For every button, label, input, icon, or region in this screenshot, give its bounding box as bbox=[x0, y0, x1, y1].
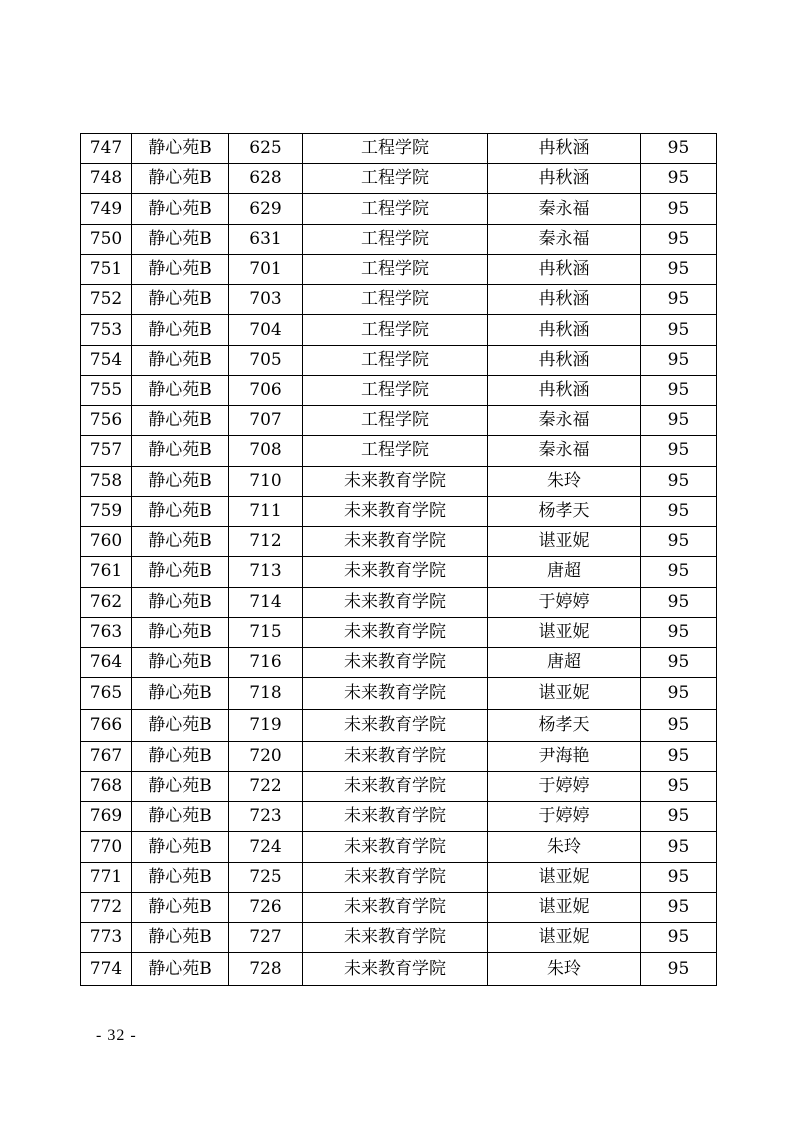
counselor-cell: 谌亚妮 bbox=[488, 527, 641, 557]
building-cell: 静心苑B bbox=[132, 892, 229, 922]
table-row bbox=[81, 710, 717, 741]
serial-number-cell: 761 bbox=[81, 557, 132, 587]
score-cell: 95 bbox=[641, 315, 717, 345]
room-number-cell: 707 bbox=[229, 406, 303, 436]
building-cell: 静心苑B bbox=[132, 315, 229, 345]
table-row bbox=[81, 285, 717, 315]
room-number-cell: 704 bbox=[229, 315, 303, 345]
serial-number-cell: 751 bbox=[81, 254, 132, 284]
table-row bbox=[81, 587, 717, 617]
counselor-cell: 尹海艳 bbox=[488, 741, 641, 771]
score-cell: 95 bbox=[641, 678, 717, 710]
room-number-cell: 726 bbox=[229, 892, 303, 922]
score-cell: 95 bbox=[641, 892, 717, 922]
table-row bbox=[81, 923, 717, 953]
room-number-cell: 703 bbox=[229, 285, 303, 315]
page-number: - 32 - bbox=[96, 1027, 137, 1044]
table-row bbox=[81, 254, 717, 284]
building-cell: 静心苑B bbox=[132, 164, 229, 194]
score-cell: 95 bbox=[641, 647, 717, 677]
counselor-cell: 于婷婷 bbox=[488, 771, 641, 801]
building-cell: 静心苑B bbox=[132, 496, 229, 526]
building-cell: 静心苑B bbox=[132, 587, 229, 617]
table-row bbox=[81, 466, 717, 496]
room-number-cell: 716 bbox=[229, 647, 303, 677]
building-cell: 静心苑B bbox=[132, 194, 229, 224]
score-cell: 95 bbox=[641, 285, 717, 315]
serial-number-cell: 764 bbox=[81, 647, 132, 677]
score-cell: 95 bbox=[641, 194, 717, 224]
table-row bbox=[81, 527, 717, 557]
serial-number-cell: 756 bbox=[81, 406, 132, 436]
building-cell: 静心苑B bbox=[132, 345, 229, 375]
table-row bbox=[81, 802, 717, 832]
serial-number-cell: 757 bbox=[81, 436, 132, 466]
room-number-cell: 718 bbox=[229, 678, 303, 710]
building-cell: 静心苑B bbox=[132, 134, 229, 164]
table-row bbox=[81, 375, 717, 405]
building-cell: 静心苑B bbox=[132, 617, 229, 647]
college-cell: 未来教育学院 bbox=[303, 617, 488, 647]
college-cell: 工程学院 bbox=[303, 134, 488, 164]
room-number-cell: 719 bbox=[229, 710, 303, 741]
table-row bbox=[81, 496, 717, 526]
room-number-cell: 722 bbox=[229, 771, 303, 801]
building-cell: 静心苑B bbox=[132, 224, 229, 254]
serial-number-cell: 747 bbox=[81, 134, 132, 164]
table-row bbox=[81, 194, 717, 224]
building-cell: 静心苑B bbox=[132, 254, 229, 284]
score-cell: 95 bbox=[641, 345, 717, 375]
score-cell: 95 bbox=[641, 527, 717, 557]
score-cell: 95 bbox=[641, 406, 717, 436]
counselor-cell: 谌亚妮 bbox=[488, 862, 641, 892]
building-cell: 静心苑B bbox=[132, 862, 229, 892]
college-cell: 工程学院 bbox=[303, 224, 488, 254]
room-number-cell: 723 bbox=[229, 802, 303, 832]
counselor-cell: 于婷婷 bbox=[488, 802, 641, 832]
serial-number-cell: 773 bbox=[81, 923, 132, 953]
college-cell: 工程学院 bbox=[303, 406, 488, 436]
table-row bbox=[81, 953, 717, 986]
building-cell: 静心苑B bbox=[132, 832, 229, 862]
serial-number-cell: 760 bbox=[81, 527, 132, 557]
college-cell: 未来教育学院 bbox=[303, 587, 488, 617]
college-cell: 未来教育学院 bbox=[303, 741, 488, 771]
building-cell: 静心苑B bbox=[132, 953, 229, 986]
room-number-cell: 710 bbox=[229, 466, 303, 496]
table-row bbox=[81, 557, 717, 587]
building-cell: 静心苑B bbox=[132, 741, 229, 771]
college-cell: 未来教育学院 bbox=[303, 953, 488, 986]
college-cell: 工程学院 bbox=[303, 164, 488, 194]
serial-number-cell: 759 bbox=[81, 496, 132, 526]
serial-number-cell: 753 bbox=[81, 315, 132, 345]
counselor-cell: 冉秋涵 bbox=[488, 315, 641, 345]
room-number-cell: 724 bbox=[229, 832, 303, 862]
counselor-cell: 秦永福 bbox=[488, 224, 641, 254]
building-cell: 静心苑B bbox=[132, 678, 229, 710]
counselor-cell: 朱玲 bbox=[488, 953, 641, 986]
score-cell: 95 bbox=[641, 557, 717, 587]
college-cell: 工程学院 bbox=[303, 315, 488, 345]
counselor-cell: 朱玲 bbox=[488, 466, 641, 496]
building-cell: 静心苑B bbox=[132, 802, 229, 832]
room-number-cell: 712 bbox=[229, 527, 303, 557]
college-cell: 未来教育学院 bbox=[303, 710, 488, 741]
room-number-cell: 714 bbox=[229, 587, 303, 617]
table-row bbox=[81, 862, 717, 892]
room-number-cell: 629 bbox=[229, 194, 303, 224]
score-cell: 95 bbox=[641, 862, 717, 892]
room-number-cell: 625 bbox=[229, 134, 303, 164]
counselor-cell: 冉秋涵 bbox=[488, 164, 641, 194]
serial-number-cell: 765 bbox=[81, 678, 132, 710]
counselor-cell: 冉秋涵 bbox=[488, 345, 641, 375]
room-number-cell: 708 bbox=[229, 436, 303, 466]
college-cell: 未来教育学院 bbox=[303, 923, 488, 953]
building-cell: 静心苑B bbox=[132, 923, 229, 953]
score-cell: 95 bbox=[641, 832, 717, 862]
score-cell: 95 bbox=[641, 617, 717, 647]
college-cell: 工程学院 bbox=[303, 194, 488, 224]
counselor-cell: 杨孝天 bbox=[488, 496, 641, 526]
score-cell: 95 bbox=[641, 164, 717, 194]
table-row bbox=[81, 436, 717, 466]
score-cell: 95 bbox=[641, 134, 717, 164]
college-cell: 工程学院 bbox=[303, 285, 488, 315]
serial-number-cell: 750 bbox=[81, 224, 132, 254]
table-row bbox=[81, 406, 717, 436]
room-number-cell: 728 bbox=[229, 953, 303, 986]
serial-number-cell: 755 bbox=[81, 375, 132, 405]
counselor-cell: 秦永福 bbox=[488, 194, 641, 224]
serial-number-cell: 762 bbox=[81, 587, 132, 617]
college-cell: 未来教育学院 bbox=[303, 557, 488, 587]
building-cell: 静心苑B bbox=[132, 406, 229, 436]
college-cell: 工程学院 bbox=[303, 254, 488, 284]
building-cell: 静心苑B bbox=[132, 436, 229, 466]
score-cell: 95 bbox=[641, 771, 717, 801]
room-number-cell: 713 bbox=[229, 557, 303, 587]
room-number-cell: 628 bbox=[229, 164, 303, 194]
counselor-cell: 谌亚妮 bbox=[488, 678, 641, 710]
serial-number-cell: 763 bbox=[81, 617, 132, 647]
counselor-cell: 杨孝天 bbox=[488, 710, 641, 741]
building-cell: 静心苑B bbox=[132, 557, 229, 587]
score-cell: 95 bbox=[641, 254, 717, 284]
score-cell: 95 bbox=[641, 466, 717, 496]
counselor-cell: 冉秋涵 bbox=[488, 134, 641, 164]
room-number-cell: 711 bbox=[229, 496, 303, 526]
table-row bbox=[81, 315, 717, 345]
table-row bbox=[81, 741, 717, 771]
college-cell: 未来教育学院 bbox=[303, 832, 488, 862]
serial-number-cell: 768 bbox=[81, 771, 132, 801]
counselor-cell: 唐超 bbox=[488, 647, 641, 677]
college-cell: 工程学院 bbox=[303, 345, 488, 375]
building-cell: 静心苑B bbox=[132, 647, 229, 677]
score-cell: 95 bbox=[641, 923, 717, 953]
room-number-cell: 701 bbox=[229, 254, 303, 284]
score-cell: 95 bbox=[641, 436, 717, 466]
counselor-cell: 朱玲 bbox=[488, 832, 641, 862]
room-number-cell: 631 bbox=[229, 224, 303, 254]
counselor-cell: 于婷婷 bbox=[488, 587, 641, 617]
serial-number-cell: 767 bbox=[81, 741, 132, 771]
college-cell: 未来教育学院 bbox=[303, 678, 488, 710]
serial-number-cell: 770 bbox=[81, 832, 132, 862]
counselor-cell: 唐超 bbox=[488, 557, 641, 587]
dormitory-score-table-container bbox=[80, 133, 716, 986]
serial-number-cell: 748 bbox=[81, 164, 132, 194]
college-cell: 未来教育学院 bbox=[303, 466, 488, 496]
counselor-cell: 谌亚妮 bbox=[488, 617, 641, 647]
serial-number-cell: 754 bbox=[81, 345, 132, 375]
building-cell: 静心苑B bbox=[132, 710, 229, 741]
counselor-cell: 秦永福 bbox=[488, 436, 641, 466]
score-cell: 95 bbox=[641, 587, 717, 617]
serial-number-cell: 758 bbox=[81, 466, 132, 496]
building-cell: 静心苑B bbox=[132, 771, 229, 801]
building-cell: 静心苑B bbox=[132, 375, 229, 405]
score-cell: 95 bbox=[641, 741, 717, 771]
serial-number-cell: 772 bbox=[81, 892, 132, 922]
table-row bbox=[81, 345, 717, 375]
table-row bbox=[81, 224, 717, 254]
serial-number-cell: 774 bbox=[81, 953, 132, 986]
college-cell: 工程学院 bbox=[303, 375, 488, 405]
building-cell: 静心苑B bbox=[132, 466, 229, 496]
building-cell: 静心苑B bbox=[132, 285, 229, 315]
counselor-cell: 秦永福 bbox=[488, 406, 641, 436]
counselor-cell: 谌亚妮 bbox=[488, 923, 641, 953]
college-cell: 未来教育学院 bbox=[303, 862, 488, 892]
college-cell: 未来教育学院 bbox=[303, 496, 488, 526]
college-cell: 未来教育学院 bbox=[303, 647, 488, 677]
serial-number-cell: 749 bbox=[81, 194, 132, 224]
table-row bbox=[81, 771, 717, 801]
serial-number-cell: 752 bbox=[81, 285, 132, 315]
table-row bbox=[81, 892, 717, 922]
room-number-cell: 715 bbox=[229, 617, 303, 647]
college-cell: 未来教育学院 bbox=[303, 527, 488, 557]
score-cell: 95 bbox=[641, 710, 717, 741]
college-cell: 未来教育学院 bbox=[303, 802, 488, 832]
room-number-cell: 706 bbox=[229, 375, 303, 405]
table-row bbox=[81, 134, 717, 164]
room-number-cell: 720 bbox=[229, 741, 303, 771]
college-cell: 工程学院 bbox=[303, 436, 488, 466]
serial-number-cell: 771 bbox=[81, 862, 132, 892]
serial-number-cell: 769 bbox=[81, 802, 132, 832]
score-cell: 95 bbox=[641, 953, 717, 986]
counselor-cell: 冉秋涵 bbox=[488, 254, 641, 284]
score-cell: 95 bbox=[641, 802, 717, 832]
score-cell: 95 bbox=[641, 496, 717, 526]
counselor-cell: 冉秋涵 bbox=[488, 285, 641, 315]
table-row bbox=[81, 164, 717, 194]
serial-number-cell: 766 bbox=[81, 710, 132, 741]
college-cell: 未来教育学院 bbox=[303, 771, 488, 801]
building-cell: 静心苑B bbox=[132, 527, 229, 557]
score-cell: 95 bbox=[641, 375, 717, 405]
score-cell: 95 bbox=[641, 224, 717, 254]
dormitory-score-table bbox=[80, 133, 717, 986]
counselor-cell: 冉秋涵 bbox=[488, 375, 641, 405]
table-row bbox=[81, 647, 717, 677]
counselor-cell: 谌亚妮 bbox=[488, 892, 641, 922]
room-number-cell: 705 bbox=[229, 345, 303, 375]
table-row bbox=[81, 678, 717, 710]
room-number-cell: 727 bbox=[229, 923, 303, 953]
college-cell: 未来教育学院 bbox=[303, 892, 488, 922]
table-body bbox=[81, 134, 717, 986]
table-row bbox=[81, 617, 717, 647]
table-row bbox=[81, 832, 717, 862]
room-number-cell: 725 bbox=[229, 862, 303, 892]
